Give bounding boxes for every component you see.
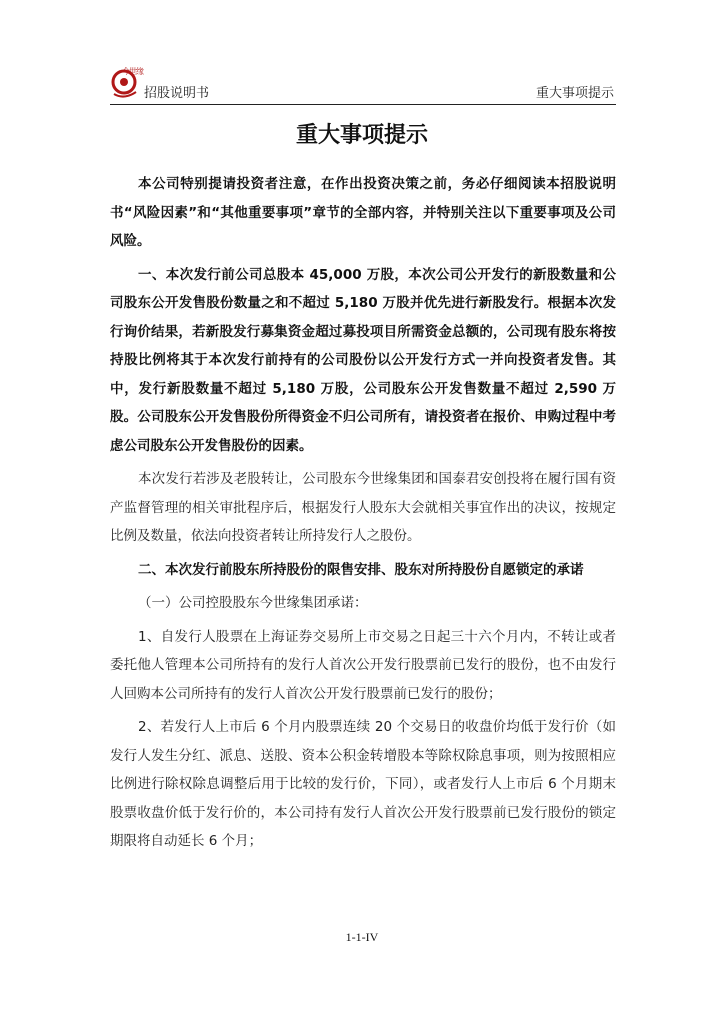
page-number: 1-1-IV: [345, 930, 379, 944]
document-body: [110, 170, 616, 861]
page-header: [110, 64, 616, 105]
commitment-item-1: 1、自发行人股票在上海证券交易所上市交易之日起三十六个月内，不转让或者委托他人管理本公司所持有的发行人首次公开发行股票前已发行的股份，也不由发行人回购本公司所持有的发行人首次公开发行股票前已发行的股份；: [110, 628, 616, 702]
header-document-name: 招股说明书: [144, 86, 210, 101]
section-two-heading: 二、本次发行前股东所持股份的限售安排、股东对所持股份自愿锁定的承诺: [138, 561, 584, 578]
subsection-heading: （一）公司控股股东今世缘集团承诺：: [138, 595, 368, 611]
intro-paragraph: 本公司特别提请投资者注意，在作出投资决策之前，务必仔细阅读本招股说明书“风险因素”和“其他重要事项”章节的全部内容，并特别关注以下重要事项及公司风险。: [110, 176, 616, 249]
logo-text: 今世缘: [122, 67, 143, 76]
header-section-name: 重大事项提示: [535, 86, 614, 101]
page-title: 重大事项提示: [295, 123, 428, 148]
section-one-paragraph: 一、本次发行前公司总股本 45,000 万股，本次公司公开发行的新股数量和公司股东公开发售股份数量之和不超过 5,180 万股并优先进行新股发行。根据本次发行询价结果，若新股发行募集资金超过募投项目所需资金总额的，公司现有股东将按持股比例将其于本次发行前持有的公司股份以公开发行方式一并向投资者发售。其中，发行新股数量不超过 5,180 万股，公司股东公开发售数量不超过 2,590 万股。公司股东公开发售股份所得资金不归公司所有，请投资者在报价、申购过程中考虑公司股东公开发售股份的因素。: [110, 266, 616, 454]
commitment-item-2: 2、若发行人上市后 6 个月内股票连续 20 个交易日的收盘价均低于发行价（如发行人发生分红、派息、送股、资本公积金转增股本等除权除息事项，则为按照相应比例进行除权除息调整后用于比较的发行价，下同），或者发行人上市后 6 个月期末股票收盘价低于发行价的，本公司持有发行人首次公开发行股票前已发行股份的锁定期限将自动延长 6 个月；: [110, 719, 616, 849]
share-transfer-paragraph: 本次发行若涉及老股转让，公司股东今世缘集团和国泰君安创投将在履行国有资产监督管理的相关审批程序后，根据发行人股东大会就相关事宜作出的决议，按规定比例及数量，依法向投资者转让所持发行人之股份。: [110, 471, 616, 544]
